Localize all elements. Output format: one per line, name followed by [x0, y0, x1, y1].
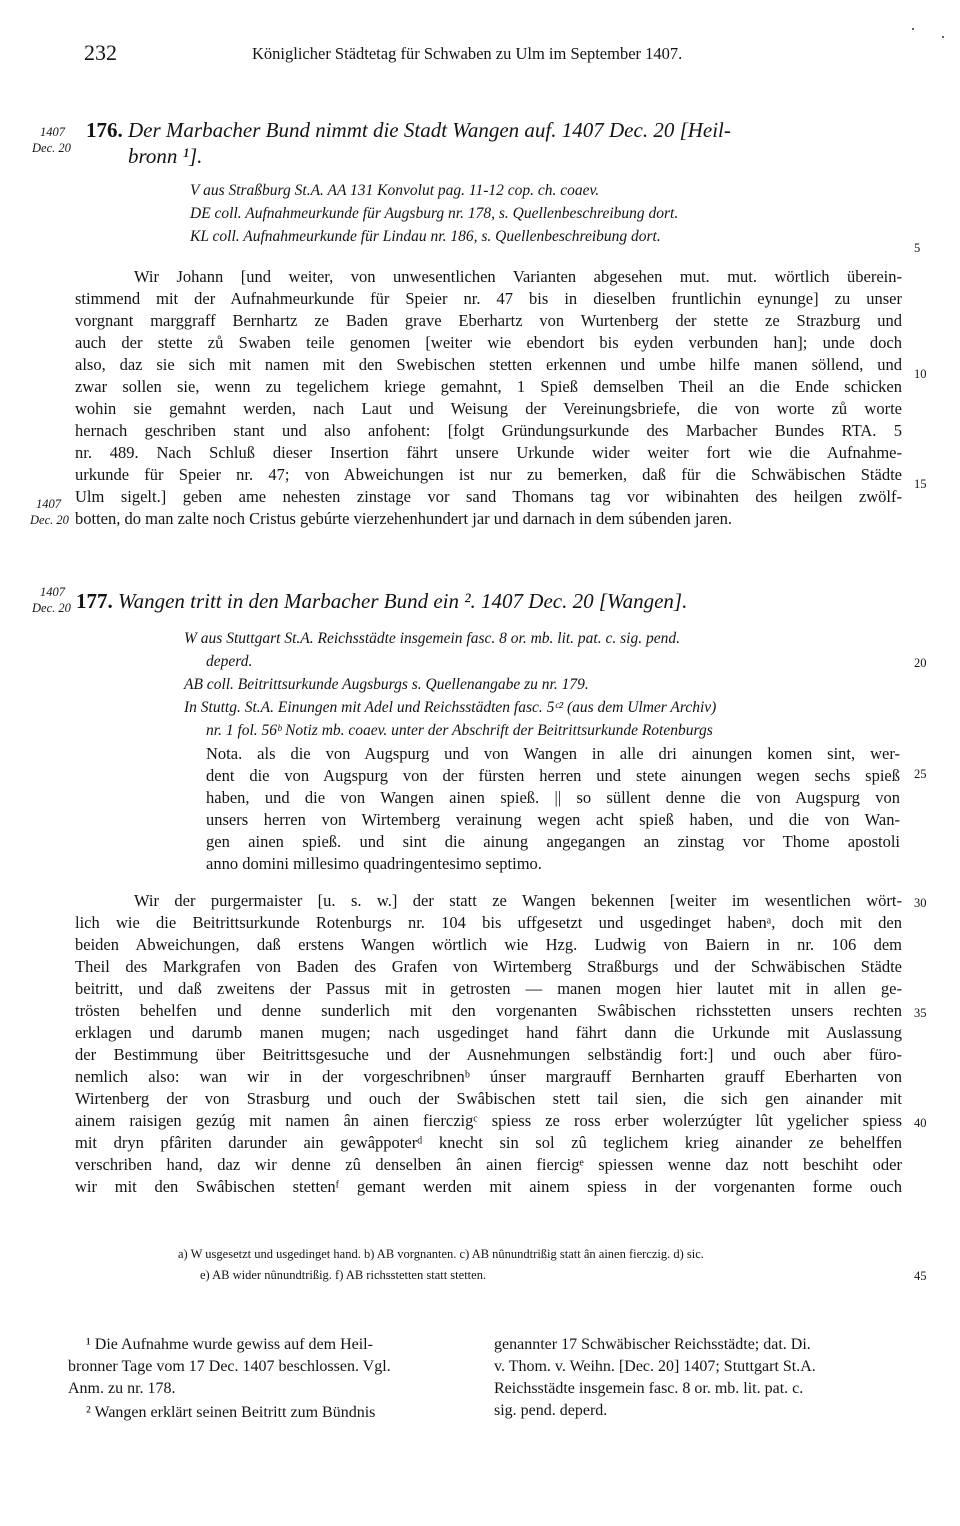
text-line: Wir Johann [und weiter, von unwesentlichen Varianten abgesehen mut. mut. wörtlich überein- — [134, 267, 902, 286]
source-line: nr. 1 fol. 56ᵇ Notiz mb. coaev. unter der Abschrift der Beitrittsurkunde Rotenburgs — [206, 722, 713, 739]
text-line: lich wie die Beitrittsurkunde Rotenburgs nr. 104 bis uffgesetzt und usgedinget habenᵃ, doch mit den — [75, 913, 902, 932]
source-line: W aus Stuttgart St.A. Reichsstädte insgemein fasc. 8 or. mb. lit. pat. c. sig. pend. — [184, 630, 680, 647]
text-line: vorgnant marggraff Bernhartz ze Baden grave Eberhartz von Wurtenberg der stette ze Strazburg und — [75, 311, 902, 330]
line-number: 10 — [914, 367, 927, 381]
doc-176-title-line-1 — [86, 117, 731, 143]
nota-line: gen ainen spieß. und sint die ainung angegangen an zinstag vor Thome apostoli — [206, 832, 900, 851]
line-number: 40 — [914, 1116, 927, 1130]
margin-day: Dec. 20 — [32, 601, 71, 615]
text-line: zwar sollen sie, wenn zu tegelichem kriege gemahnt, 1 Spieß demselben Theil an die Ende schicken — [75, 377, 902, 396]
line-number: 45 — [914, 1269, 927, 1283]
line-number: 25 — [914, 767, 927, 781]
text-line: wohin sie gemahnt werden, nach Laut und Weisung der Vereinungsbriefe, die von worte zů worte — [75, 399, 902, 418]
page-number: 232 — [84, 40, 117, 65]
doc-number: 176. — [86, 118, 123, 142]
nota-line: dent die von Augspurg von der fürsten herren und stete ainungen wegen sechs spieß — [206, 766, 900, 785]
margin-year: 1407 — [40, 125, 65, 139]
footnote-line: Reichsstädte insgemein fasc. 8 or. mb. lit. pat. c. — [494, 1380, 804, 1397]
text-line: Theil des Markgrafen von Baden des Grafen von Wirtemberg Straßburgs und der Schwäbischen Städte — [75, 957, 902, 976]
margin-year: 1407 — [36, 497, 61, 511]
doc-title-text: Der Marbacher Bund nimmt die Stadt Wangen auf. 1407 Dec. 20 [Heil- — [128, 118, 731, 142]
scan-speck — [912, 28, 914, 30]
source-line: In Stuttg. St.A. Einungen mit Adel und Reichsstädten fasc. 5ᶜ² (aus dem Ulmer Archiv) — [184, 699, 717, 716]
text-line: beitritt, und daß zweitens der Passus mit in getrosten — manen mogen hier lautet mit in allen ge- — [75, 979, 902, 998]
text-line: also, daz sie sich mit namen mit den Swebischen stetten erkennen und umbe hilfe manen söllend, und — [75, 355, 902, 374]
text-line: Wir der purgermaister [u. s. w.] der statt ze Wangen bekennen [weiter im wesentlichen wört- — [134, 891, 902, 910]
nota-line: Nota. als die von Augspurg und von Wangen in alle dri ainungen komen sint, wer- — [206, 744, 900, 763]
margin-date-177 — [32, 584, 71, 616]
doc-177-title — [76, 588, 687, 614]
source-line: KL coll. Aufnahmeurkunde für Lindau nr. 186, s. Quellenbeschreibung dort. — [190, 228, 661, 245]
text-line: mit dryn pfâriten darunder ain gewâppoterᵈ knecht sin sol zû teglichem krieg ainander ze behelffen — [75, 1133, 902, 1152]
footnote-line: ² Wangen erklärt seinen Beitritt zum Bündnis — [86, 1404, 376, 1421]
text-line: ainem raisigen gezúg mit namen ân ainen fierczigᶜ spiess ze ross erber wolerzúgter lût ygelicher spiess — [75, 1111, 902, 1130]
text-line: Ulm sigelt.] geben ame nehesten zinstage vor sand Thomans tag vor wibinahten des heilgen zwölf- — [75, 487, 902, 506]
text-line: beiden Abweichungen, daß erstens Wangen wörtlich wie Hzg. Ludwig von Baiern in nr. 106 dem — [75, 935, 902, 954]
page-header — [84, 40, 904, 70]
source-line: deperd. — [206, 653, 253, 670]
text-line: botten, do man zalte noch Cristus gebúrte vierzehenhundert jar und darnach in dem súbenden jaren. — [75, 509, 733, 528]
variant-note-line: a) W usgesetzt und usgedinget hand. b) AB vorgnanten. c) AB nûnundtrißig statt ân ainen fierczig. d) sic. — [178, 1247, 704, 1261]
text-line: verschriben hand, daz wir denne zû denselben ân ainen fiercigᵉ spiessen wenne daz nott beschiht oder — [75, 1155, 902, 1174]
line-number: 30 — [914, 896, 927, 910]
line-number: 15 — [914, 477, 927, 491]
doc-number: 177. — [76, 589, 113, 613]
line-number: 5 — [914, 241, 921, 255]
margin-day: Dec. 20 — [30, 513, 69, 527]
line-number: 20 — [914, 656, 927, 670]
nota-line: haben, und die von Wangen ainen spieß. || so süllent denne die von Augspurg von — [206, 788, 900, 807]
margin-date-176-end — [30, 496, 69, 528]
text-line: stimmend mit der Aufnahmeurkunde für Speier nr. 47 bis in dieselben fruntlichin eynunge] zu unser — [75, 289, 902, 308]
source-line: V aus Straßburg St.A. AA 131 Konvolut pag. 11-12 cop. ch. coaev. — [190, 182, 600, 199]
doc-176-title-line-2: bronn ¹]. — [128, 144, 203, 168]
text-line: nr. 489. Nach Schluß dieser Insertion fährt unsere Urkunde wider weiter fort wie die Aufnahme- — [75, 443, 902, 462]
text-line: trösten behelfen und denne sunderlich mit den vorgenanten Swâbischen richsstetten unsers rechten — [75, 1001, 902, 1020]
footnote-line: bronner Tage vom 17 Dec. 1407 beschlossen. Vgl. — [68, 1358, 391, 1375]
variant-note-line: e) AB wider nûnundtrißig. f) AB richsstetten statt stetten. — [200, 1268, 487, 1282]
text-line: erklagen und darumb manen mugen; nach usgedinget hand fährt dann die Urkunde mit Auslassung — [75, 1023, 902, 1042]
doc-title-text: Wangen tritt in den Marbacher Bund ein ². 1407 Dec. 20 [Wangen]. — [118, 589, 688, 613]
source-line: AB coll. Beitrittsurkunde Augsburgs s. Quellenangabe zu nr. 179. — [184, 676, 589, 693]
margin-year: 1407 — [40, 585, 65, 599]
text-line: Wirtenberg der von Strasburg und ouch der Swâbischen stett tail sien, die sich gen ainander mit — [75, 1089, 902, 1108]
footnote-line: Anm. zu nr. 178. — [68, 1380, 176, 1397]
text-line: urkunde für Speier nr. 47; von Abweichungen ist nur zu bemerken, daß für die Schwäbischen Städte — [75, 465, 902, 484]
scan-speck — [942, 36, 944, 38]
text-line: auch der stette zů Swaben teile genomen [weiter wie ebendort bis eyden verbunden han]; unde doch — [75, 333, 902, 352]
text-line: nemlich also: wan wir in der vorgeschribnenᵇ únser margrauff Bernharten grauff Eberharten von — [75, 1067, 902, 1086]
line-number: 35 — [914, 1006, 927, 1020]
text-line: wir mit den Swâbischen stettenᶠ gemant werden mit ainem spiess in der vorgenanten forme ouch — [75, 1177, 902, 1196]
source-line: DE coll. Aufnahmeurkunde für Augsburg nr. 178, s. Quellenbeschreibung dort. — [190, 205, 679, 222]
footnote-line: v. Thom. v. Weihn. [Dec. 20] 1407; Stuttgart St.A. — [494, 1358, 816, 1375]
margin-day: Dec. 20 — [32, 141, 71, 155]
nota-line: unsers herren von Wirtemberg verainung wegen acht spieß haben, und die von Wan- — [206, 810, 900, 829]
text-line: hernach geschriben stant und also anfohent: [folgt Gründungsurkunde des Marbacher Bundes RTA. 5 — [75, 421, 902, 440]
text-line: der Bestimmung über Beitrittsgesuche und der Ausnehmungen selbständig fort:] und ouch aber füro- — [75, 1045, 902, 1064]
footnote-line: sig. pend. deperd. — [494, 1402, 608, 1419]
footnote-line: ¹ Die Aufnahme wurde gewiss auf dem Heil- — [86, 1336, 373, 1353]
nota-line: anno domini millesimo quadringentesimo septimo. — [206, 854, 542, 873]
margin-date-176 — [32, 124, 71, 156]
running-title: Königlicher Städtetag für Schwaben zu Ulm im September 1407. — [252, 44, 683, 63]
footnote-line: genannter 17 Schwäbischer Reichsstädte; dat. Di. — [494, 1336, 811, 1353]
